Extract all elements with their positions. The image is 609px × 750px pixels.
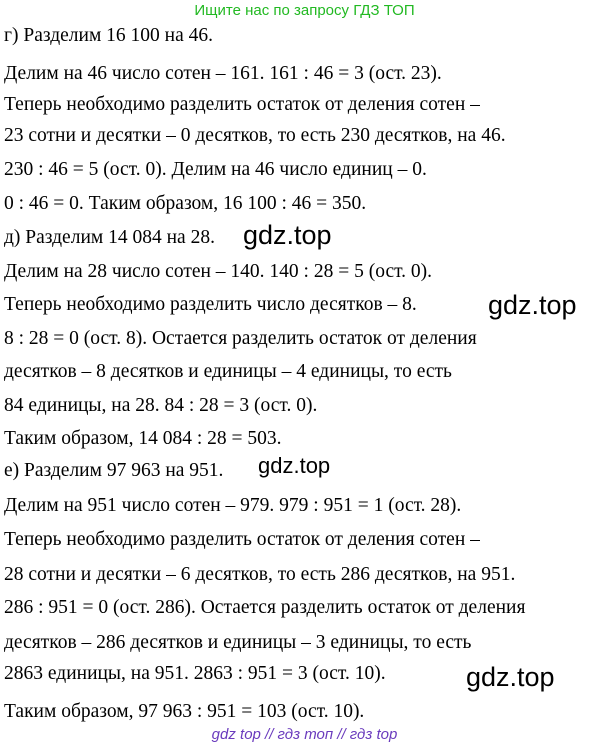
- text-line: десятков – 8 десятков и единицы – 4 единицы, то есть: [4, 361, 452, 382]
- text-line: 84 единицы, на 28. 84 : 28 = 3 (ост. 0).: [4, 395, 318, 416]
- text-line: Таким образом, 97 963 : 951 = 103 (ост. 10).: [4, 701, 365, 722]
- text-line: Делим на 28 число сотен – 140. 140 : 28 = 5 (ост. 0).: [4, 261, 433, 282]
- text-line: Делим на 951 число сотен – 979. 979 : 951 = 1 (ост. 28).: [4, 495, 462, 516]
- text-line: д) Разделим 14 084 на 28.: [4, 227, 215, 248]
- text-line: десятков – 286 десятков и единицы – 3 единицы, то есть: [4, 632, 472, 653]
- text-line: 230 : 46 = 5 (ост. 0). Делим на 46 число единиц – 0.: [4, 159, 427, 180]
- text-line: Делим на 46 число сотен – 161. 161 : 46 = 3 (ост. 23).: [4, 63, 442, 84]
- watermark: gdz.top: [258, 453, 331, 478]
- text-line: 8 : 28 = 0 (ост. 8). Остается разделить остаток от деления: [4, 328, 477, 349]
- text-line: Теперь необходимо разделить число десятков – 8.: [4, 294, 417, 315]
- text-line: е) Разделим 97 963 на 951.: [4, 460, 224, 481]
- footer-banner: gdz top // гдз топ // гдз top: [211, 726, 398, 743]
- text-line: 286 : 951 = 0 (ост. 286). Остается разделить остаток от деления: [4, 597, 526, 618]
- text-line: 2863 единицы, на 951. 2863 : 951 = 3 (ост. 10).: [4, 663, 386, 684]
- text-line: г) Разделим 16 100 на 46.: [4, 25, 214, 46]
- watermark: gdz.top: [243, 220, 332, 250]
- watermark: gdz.top: [488, 290, 577, 320]
- text-line: 23 сотни и десятки – 0 десятков, то есть 230 десятков, на 46.: [4, 125, 506, 146]
- text-line: Таким образом, 14 084 : 28 = 503.: [4, 428, 282, 449]
- text-line: Теперь необходимо разделить остаток от деления сотен –: [4, 94, 480, 115]
- header-banner: Ищите нас по запросу ГДЗ ТОП: [194, 2, 415, 19]
- text-line: 0 : 46 = 0. Таким образом, 16 100 : 46 = 350.: [4, 193, 367, 214]
- text-line: Теперь необходимо разделить остаток от деления сотен –: [4, 529, 480, 550]
- text-line: 28 сотни и десятки – 6 десятков, то есть 286 десятков, на 951.: [4, 564, 516, 585]
- watermark: gdz.top: [466, 662, 555, 692]
